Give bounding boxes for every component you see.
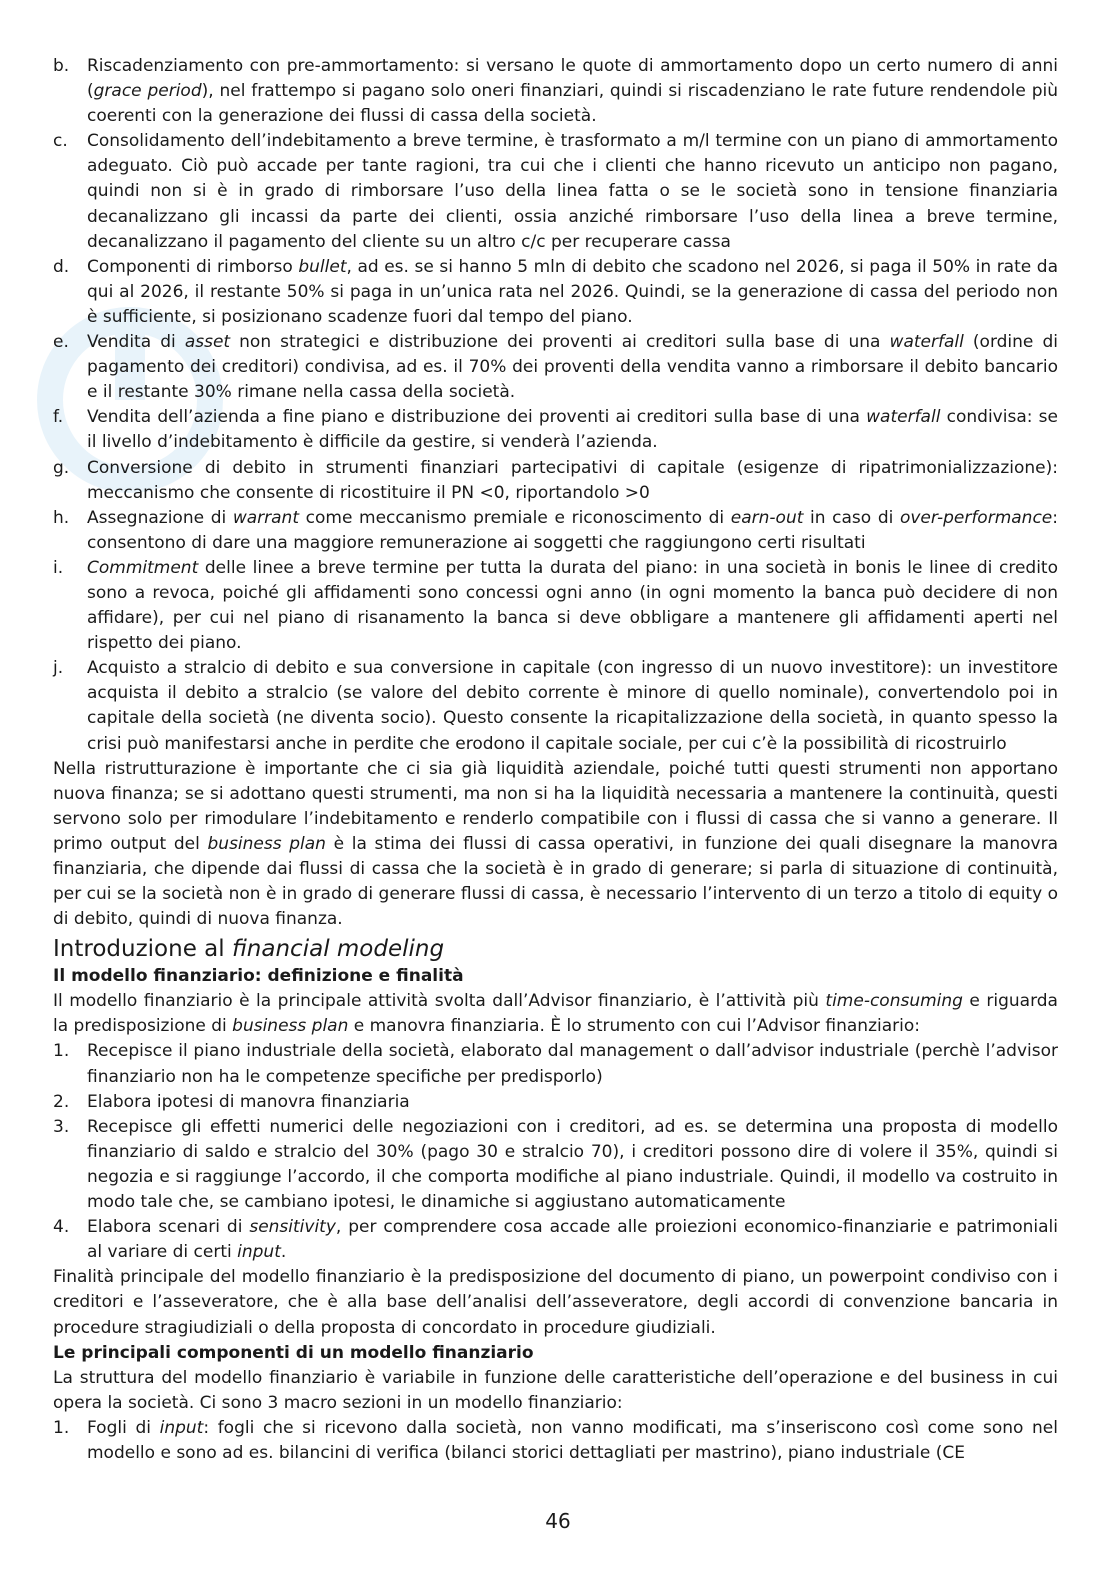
- list-item: [53, 1115, 1058, 1215]
- italic-term: input: [159, 1417, 204, 1438]
- list-item-text: [87, 405, 1058, 455]
- list-item: [53, 1039, 1058, 1089]
- text-run: : consentono di dare una maggiore remunerazione ai soggetti che raggiungono certi risultati: [87, 507, 1058, 553]
- text-run: Il modello finanziario è la principale attività svolta dall’Advisor finanziario, è l’attività più: [53, 991, 826, 1012]
- italic-term: input: [237, 1242, 281, 1263]
- list-advisor-tasks: [53, 1039, 1058, 1265]
- paragraph-advisor: [53, 989, 1058, 1039]
- list-item-text: [87, 1090, 1058, 1115]
- list-marker: b.: [53, 56, 70, 76]
- italic-term: waterfall: [889, 332, 964, 353]
- list-marker: 1.: [53, 1417, 70, 1438]
- list-restructuring-tools: [53, 54, 1058, 757]
- text-run: non strategici e distribuzione dei proventi ai creditori sulla base di una: [230, 332, 890, 353]
- list-item-text: [87, 54, 1058, 129]
- text-run: e riguarda la predisposizione di: [53, 991, 1058, 1037]
- italic-term: business plan: [207, 833, 326, 854]
- text-run: : fogli che si ricevono dalla società, non vanno modificati, ma s’inseriscono così come sono nel modello e sono ad es. bilancini di verifica (bilanci storici dettagliati per mastrino), piano industriale (CE: [87, 1417, 1058, 1463]
- list-item: [53, 1416, 1058, 1466]
- list-item: [53, 405, 1058, 455]
- list-marker: f.: [53, 407, 64, 428]
- text-run: come meccanismo premiale e riconoscimento di: [299, 507, 731, 528]
- list-item: [53, 1090, 1058, 1115]
- text-run: Nella ristrutturazione è importante che ci sia già liquidità aziendale, poiché tutti questi strumenti non apportano nuova finanza; se si adottano questi strumenti, ma non si ha la liquidità necessaria a mantenere la continuità, questi servono solo per rimodulare l’indebitamento e renderlo compatibile con i flussi di cassa che si vanno a generare. Il primo output del: [53, 758, 1058, 854]
- italic-term: financial modeling: [231, 936, 445, 963]
- italic-term: grace period: [93, 81, 202, 102]
- list-marker: e.: [53, 332, 69, 353]
- paragraph-liquidity: [53, 757, 1058, 933]
- list-item-text: [87, 1416, 1058, 1466]
- list-marker: d.: [53, 256, 70, 277]
- list-item-text: [87, 255, 1058, 330]
- list-marker: 1.: [53, 1041, 70, 1062]
- italic-term: bullet: [298, 256, 347, 277]
- page-number: 46: [545, 1509, 571, 1533]
- list-item-text: [87, 1115, 1058, 1215]
- text-run: Riscadenziamento con pre-ammortamento: si versano le quote di ammortamento dopo un certo numero di anni (: [87, 56, 1058, 102]
- list-item: [53, 54, 1058, 129]
- list-marker: h.: [53, 507, 70, 528]
- list-item: [53, 506, 1058, 556]
- italic-term: over-performance: [899, 507, 1053, 528]
- italic-term: warrant: [232, 507, 300, 528]
- text-run: delle linee a breve termine per tutta la durata del piano: in una società in bonis le linee di credito sono a revoca, poiché gli affidamenti sono concessi ogni anno (in ogni momento la banca può decidere di non affidare), per cui nel piano di risanamento la banca si deve obbligare a mantenere gli affidamenti aperti nel rispetto dei piano.: [87, 557, 1058, 654]
- list-item: [53, 255, 1058, 330]
- text-run: condivisa: se il livello d’indebitamento è difficile da gestire, si venderà l’azienda.: [87, 407, 1058, 453]
- list-marker: 3.: [53, 1116, 70, 1137]
- text-run: Introduzione al: [53, 936, 232, 963]
- list-item: [53, 656, 1058, 756]
- italic-term: business plan: [232, 1016, 349, 1037]
- text-run: Assegnazione di: [87, 507, 233, 528]
- text-run: Vendita dell’azienda a fine piano e distribuzione dei proventi ai creditori sulla base di una: [87, 407, 867, 428]
- list-item: [53, 1215, 1058, 1265]
- list-item-text: [87, 1039, 1058, 1089]
- italic-term: time-consuming: [825, 991, 963, 1012]
- list-item-text: [87, 330, 1058, 405]
- document-page: [53, 54, 1058, 1466]
- section-heading-financial-modeling: [53, 935, 1058, 964]
- list-item: [53, 129, 1058, 254]
- text-run: Vendita di: [87, 332, 185, 353]
- list-item: [53, 556, 1058, 656]
- text-run: Finalità principale del modello finanziario è la predisposizione del documento di piano, un powerpoint condiviso con i creditori e l’asseveratore, che è alla base dell’analisi dell’asseveratore, degli accordi di convenzione bancaria in procedure stragiudiziali o della proposta di concordato in procedure giudiziali.: [53, 1267, 1058, 1338]
- list-item: [53, 330, 1058, 405]
- text-run: Acquisto a stralcio di debito e sua conversione in capitale (con ingresso di un nuovo investitore): un investitore acquista il debito a stralcio (se valore del debito corrente è minore di quello nominale), convertendolo poi in capitale della società (ne diventa socio). Questo consente la ricapitalizzazione della società, in quanto spesso la crisi può manifestarsi anche in perdite che erodono il capitale sociale, per cui c’è la possibilità di ricostruirlo: [87, 658, 1058, 754]
- list-item-text: [87, 656, 1058, 756]
- text-run: ), nel frattempo si pagano solo oneri finanziari, quindi si riscadenziano le rate future rendendole più coerenti con la generazione dei flussi di cassa della società.: [87, 81, 1058, 127]
- text-run: La struttura del modello finanziario è variabile in funzione delle caratteristiche dell’operazione e del business in cui opera la società. Ci sono 3 macro sezioni in un modello finanziario:: [53, 1367, 1058, 1413]
- text-run: Conversione di debito in strumenti finanziari partecipativi di capitale (esigenze di ripatrimonializzazione): meccanismo che consente di ricostituire il PN <0, riportandolo >0: [87, 457, 1058, 503]
- list-item-text: [87, 1215, 1058, 1265]
- list-item: [53, 456, 1058, 506]
- text-run: , ad es. se si hanno 5 mln di debito che scadono nel 2026, si paga il 50% in rate da qui al 2026, il restante 50% si paga in un’unica rata nel 2026. Quindi, se la generazione di cassa del periodo non è sufficiente, si posizionano scadenze fuori dal tempo del piano.: [87, 256, 1058, 327]
- subheading-components: Le principali componenti di un modello finanziario: [53, 1342, 534, 1363]
- subheading-definition: Il modello finanziario: definizione e finalità: [53, 966, 464, 987]
- text-run: Elabora scenari di: [87, 1217, 250, 1238]
- paragraph-structure: [53, 1366, 1058, 1416]
- text-run: è la stima dei flussi di cassa operativi, in funzione dei quali disegnare la manovra finanziaria, che dipende dai flussi di cassa che la società è in grado di generare; si parla di situazione di continuità, per cui se la società non è in grado di generare flussi di cassa, è necessario l’intervento di un terzo a titolo di equity o di debito, quindi di nuova finanza.: [53, 833, 1058, 930]
- list-item-text: [87, 506, 1058, 556]
- italic-term: Commitment: [87, 557, 199, 578]
- text-run: Fogli di: [87, 1417, 160, 1438]
- text-run: e manovra finanziaria. È lo strumento con cui l’Advisor finanziario:: [348, 1016, 920, 1037]
- list-item-text: [87, 556, 1058, 656]
- list-item-text: [87, 129, 1058, 254]
- text-run: (ordine di pagamento dei creditori) condivisa, ad es. il 70% dei proventi della vendita vanno a rimborsare il debito bancario e il restante 30% rimane nella cassa della società.: [87, 332, 1058, 403]
- paragraph-purpose: [53, 1265, 1058, 1340]
- text-run: Consolidamento dell’indebitamento a breve termine, è trasformato a m/l termine con un piano di ammortamento adeguato. Ciò può accade per tante ragioni, tra cui che i clienti che hanno ricevuto un anticipo non pagano, quindi non si è in grado di rimborsare l’uso della linea fatta o se le società sono in tensione finanziaria decanalizzano gli incassi da parte dei clienti, ossia anziché rimborsare l’uso della linea a breve termine, decanalizzano il pagamento del cliente su un altro c/c per recuperare cassa: [87, 131, 1058, 252]
- text-run: .: [280, 1242, 287, 1263]
- text-run: , per comprendere cosa accade alle proiezioni economico-finanziarie e patrimoniali al variare di certi: [87, 1217, 1058, 1263]
- text-run: Elabora ipotesi di manovra finanziaria: [87, 1091, 410, 1112]
- text-run: Recepisce gli effetti numerici delle negoziazioni con i creditori, ad es. se determina una proposta di modello finanziario di saldo e stralcio del 30% (pago 30 e stralcio 70), i creditori possono dire di volere il 35%, quindi si negozia e si raggiunge l’accordo, il che comporta modifiche al piano industriale. Quindi, il modello va costruito in modo tale che, se cambiano ipotesi, le dinamiche si aggiustano automaticamente: [87, 1116, 1058, 1213]
- list-model-sections: [53, 1416, 1058, 1466]
- list-marker: g.: [53, 457, 70, 478]
- italic-term: sensitivity: [249, 1217, 336, 1238]
- text-run: in caso di: [803, 507, 900, 528]
- list-item-text: [87, 456, 1058, 506]
- text-run: Componenti di rimborso: [87, 256, 299, 277]
- italic-term: asset: [184, 332, 231, 353]
- list-marker: j.: [53, 658, 64, 679]
- list-marker: 4.: [53, 1217, 70, 1238]
- text-run: Recepisce il piano industriale della società, elaborato dal management o dall’advisor industriale (perchè l’advisor finanziario non ha le competenze specifiche per predisporlo): [87, 1041, 1058, 1087]
- list-marker: 2.: [53, 1091, 70, 1112]
- list-marker: c.: [53, 131, 68, 152]
- italic-term: waterfall: [866, 407, 941, 428]
- italic-term: earn-out: [730, 507, 804, 528]
- list-marker: i.: [53, 557, 64, 578]
